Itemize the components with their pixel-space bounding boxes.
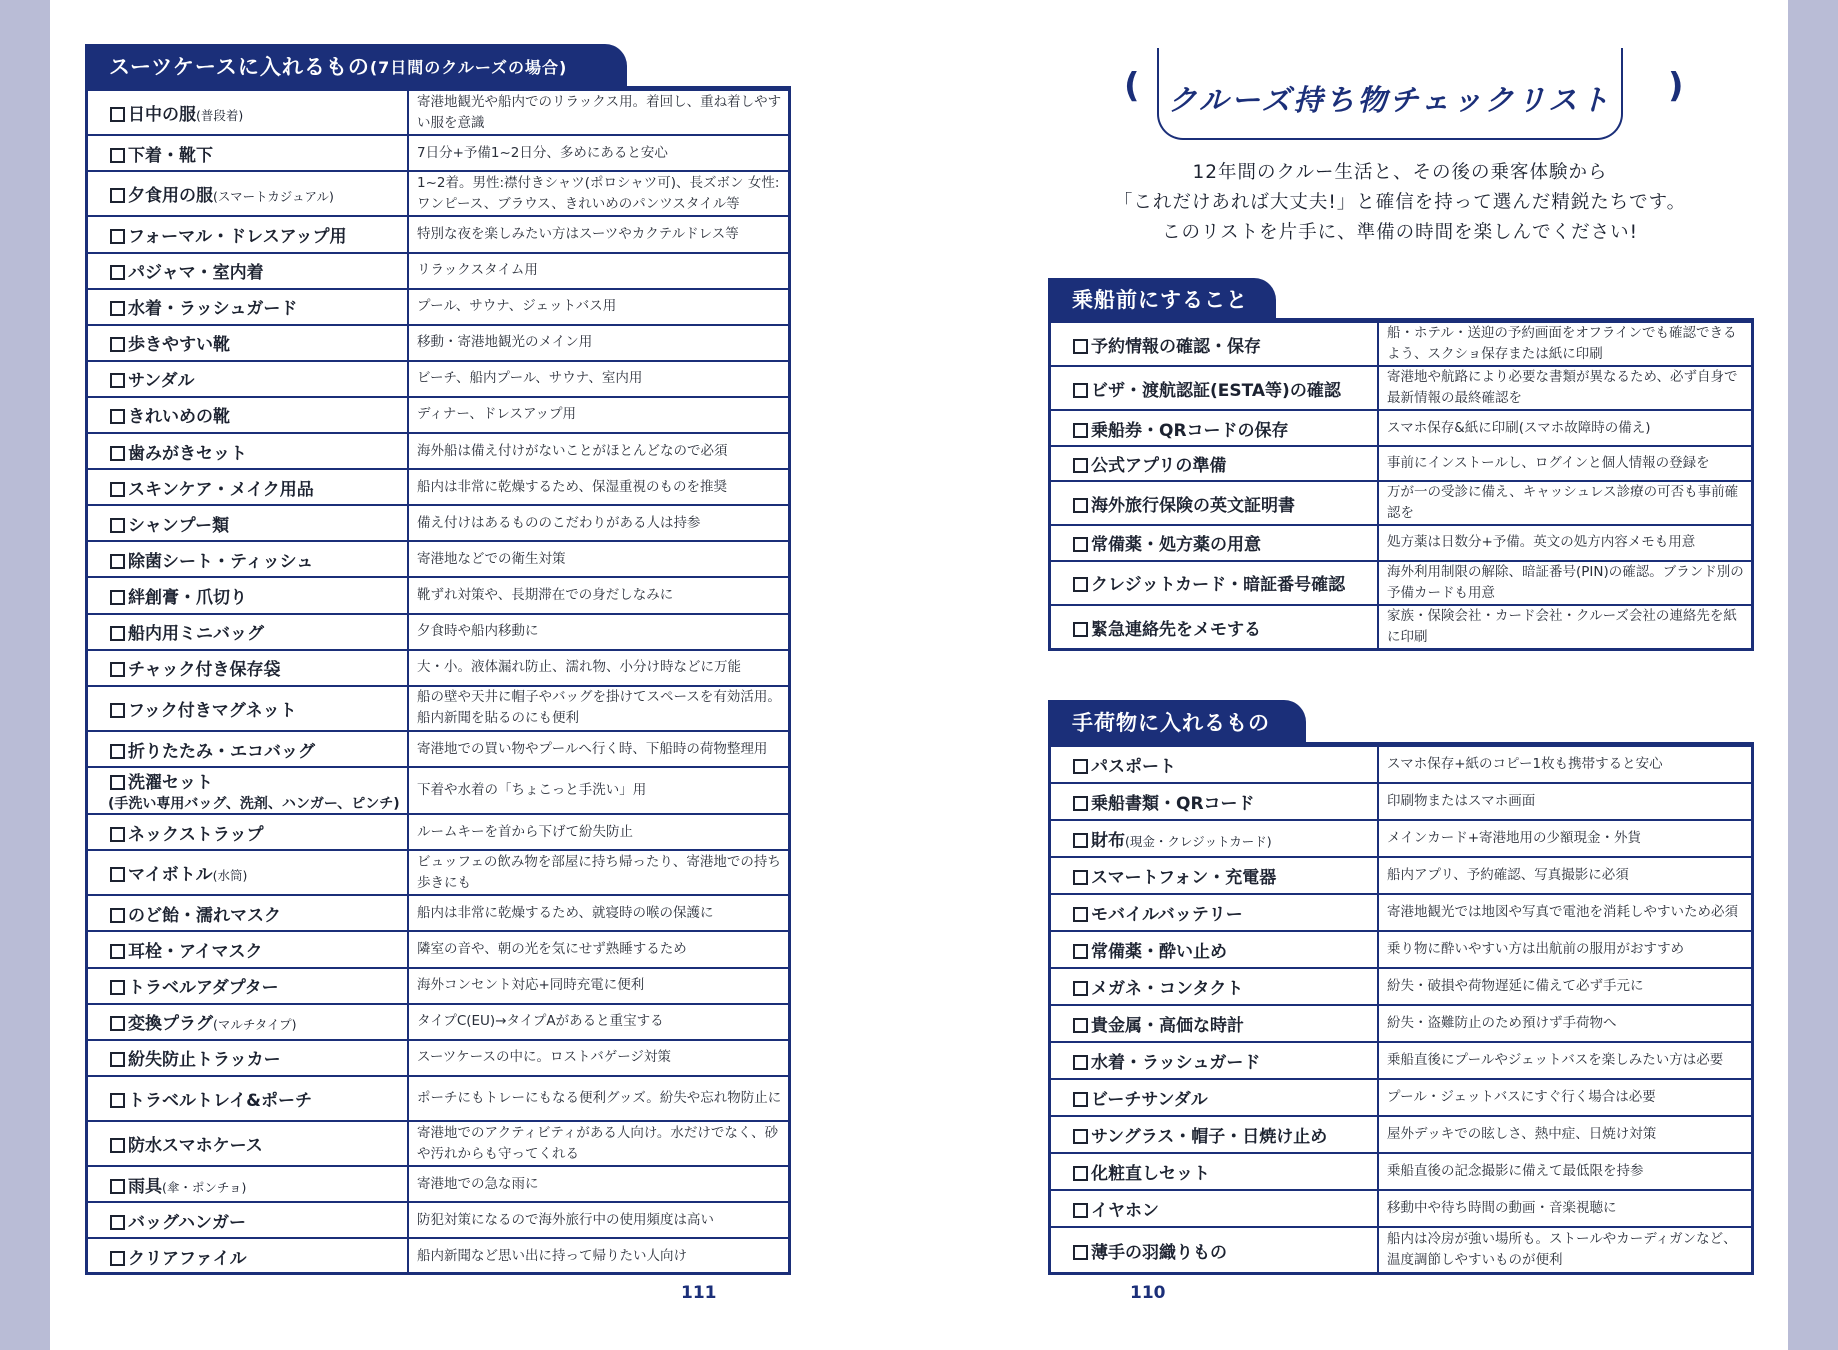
checklist-row (88, 650, 788, 686)
item-label: 紛失防止トラッカー (128, 1050, 281, 1071)
item-note: 寄港地や航路により必要な書類が異なるため、必ず自身で最新情報の最終確認を (1378, 366, 1751, 410)
item-note: 下着や水着の「ちょこっと手洗い」用 (408, 767, 788, 814)
checklist-row (1051, 481, 1751, 525)
checklist-item (88, 1166, 408, 1202)
checkbox[interactable] (110, 107, 125, 122)
checkbox[interactable] (110, 827, 125, 842)
item-label: ビーチサンダル (1091, 1089, 1208, 1110)
item-label: パスポート (1091, 756, 1176, 777)
item-note: 屋外デッキでの眩しさ、熱中症、日焼け対策 (1378, 1116, 1751, 1153)
before-section-header (1048, 278, 1276, 320)
item-label: 海外旅行保険の英文証明書 (1091, 495, 1295, 516)
item-note: 船内アプリ、予約確認、写真撮影に必須 (1378, 857, 1751, 894)
checklist-row (1051, 561, 1751, 605)
item-note: スマホ保存&紙に印刷(スマホ故障時の備え) (1378, 410, 1751, 445)
checkbox[interactable] (110, 703, 125, 718)
checkbox[interactable] (110, 265, 125, 280)
checklist-item (88, 767, 408, 814)
checklist-item (88, 135, 408, 171)
checklist-row (88, 253, 788, 289)
checklist-item (88, 90, 408, 135)
checkbox[interactable] (1073, 981, 1088, 996)
item-note: 寄港地観光では地図や写真で電池を消耗しやすいため必須 (1378, 894, 1751, 931)
item-label: 財布 (1091, 830, 1125, 851)
item-note: 靴ずれ対策や、長期滞在での身だしなみに (408, 577, 788, 613)
checkbox[interactable] (110, 446, 125, 461)
item-label: 化粧直しセット (1091, 1163, 1210, 1184)
item-label: フォーマル・ドレスアップ用 (128, 226, 347, 247)
item-note: 紛失・盗難防止のため預けず手荷物へ (1378, 1005, 1751, 1042)
before-title: 乗船前にすること (1072, 288, 1248, 312)
item-label: スマートフォン・充電器 (1091, 867, 1277, 888)
checkbox[interactable] (110, 1138, 125, 1153)
item-label: 水着・ラッシュガード (128, 299, 298, 320)
page-number-left: 111 (681, 1283, 717, 1303)
checklist-row (1051, 894, 1751, 931)
intro-line: 「これだけあれば大丈夫!」と確信を持って選んだ精鋭たちです。 (1113, 192, 1687, 213)
item-note: 乗り物に酔いやすい方は出航前の服用がおすすめ (1378, 931, 1751, 968)
checkbox[interactable] (110, 1179, 125, 1194)
checklist-item (1051, 1153, 1378, 1190)
checklist-row (88, 1121, 788, 1166)
item-note: 大・小。液体漏れ防止、濡れ物、小分け時などに万能 (408, 650, 788, 686)
item-label: 日中の服 (128, 105, 196, 126)
checklist-item (88, 577, 408, 613)
item-note: ビーチ、船内プール、サウナ、室内用 (408, 361, 788, 397)
checklist-row (88, 171, 788, 216)
intro-line: 12年間のクルー生活と、その後の乗客体験から (1192, 162, 1608, 183)
checklist-item (1051, 322, 1378, 366)
title-box (1157, 48, 1623, 140)
suitcase-subtitle: (7日間のクルーズの場合) (369, 57, 568, 77)
checkbox[interactable] (1073, 458, 1088, 473)
item-note: 印刷物またはスマホ画面 (1378, 783, 1751, 820)
checklist-item (1051, 410, 1378, 445)
item-label: 乗船券・QRコードの保存 (1091, 420, 1289, 441)
item-label: イヤホン (1091, 1200, 1159, 1221)
item-label: 夕食用の服 (128, 186, 213, 207)
checklist-row (88, 577, 788, 613)
checklist-row (88, 731, 788, 767)
checklist-item (1051, 820, 1378, 857)
item-label: 貴金属・高価な時計 (1091, 1015, 1244, 1036)
checkbox[interactable] (110, 373, 125, 388)
item-label: サンダル (128, 371, 195, 392)
item-note: スマホ保存+紙のコピー1枚も携帯すると安心 (1378, 746, 1751, 783)
carry-section-header (1048, 700, 1306, 744)
item-label: トラベルアダプター (128, 978, 279, 999)
checklist-row (1051, 746, 1751, 783)
item-note: タイプC(EU)→タイプAがあると重宝する (408, 1004, 788, 1040)
item-note: スーツケースの中に。ロストバゲージ対策 (408, 1040, 788, 1076)
checklist-item (88, 1238, 408, 1274)
item-label: トラベルトレイ&ポーチ (128, 1090, 312, 1111)
item-note: 船内は非常に乾燥するため、保湿重視のものを推奨 (408, 469, 788, 505)
item-label: きれいめの靴 (128, 407, 230, 428)
checklist-item (1051, 783, 1378, 820)
item-note: 防犯対策になるので海外旅行中の使用頻度は高い (408, 1202, 788, 1238)
page-edge-right (1788, 0, 1838, 1350)
checklist-item (1051, 746, 1378, 783)
checklist-item (1051, 1190, 1378, 1227)
checklist-item (1051, 1227, 1378, 1273)
checkbox[interactable] (1073, 498, 1088, 513)
checklist-row (88, 469, 788, 505)
item-note: 船の壁や天井に帽子やバッグを掛けてスペースを有効活用。船内新聞を貼るのにも便利 (408, 686, 788, 731)
item-label: サングラス・帽子・日焼け止め (1091, 1126, 1328, 1147)
carry-table (1048, 742, 1754, 1275)
item-label: 薄手の羽織りもの (1091, 1242, 1227, 1263)
item-note: メインカード+寄港地用の少額現金・外貨 (1378, 820, 1751, 857)
item-note: 処方薬は日数分+予備。英文の処方内容メモも用意 (1378, 525, 1751, 560)
checklist-item (88, 505, 408, 541)
checklist-row (88, 1040, 788, 1076)
item-label: 折りたたみ・エコバッグ (128, 741, 315, 762)
checkbox[interactable] (1073, 1018, 1088, 1033)
item-label: 歯みがきセット (128, 443, 247, 464)
checklist-row (88, 1238, 788, 1274)
checklist-item (88, 931, 408, 967)
checklist-item (88, 289, 408, 325)
checklist-row (88, 968, 788, 1004)
checklist-row (1051, 1190, 1751, 1227)
item-label: 洗濯セット (128, 773, 213, 794)
item-sublabel: (マルチタイプ) (213, 1017, 297, 1033)
checklist-row (88, 1076, 788, 1121)
item-label: ビザ・渡航認証(ESTA等)の確認 (1091, 380, 1341, 401)
checkbox[interactable] (110, 518, 125, 533)
checkbox[interactable] (110, 1052, 125, 1067)
checkbox[interactable] (1073, 339, 1088, 354)
checklist-item (88, 731, 408, 767)
checkbox[interactable] (110, 1251, 125, 1266)
checklist-item (1051, 446, 1378, 481)
checklist-item (88, 1121, 408, 1166)
item-label: 公式アプリの準備 (1091, 455, 1227, 476)
item-sublabel: (スマートカジュアル) (213, 189, 334, 205)
checklist-row (88, 90, 788, 135)
item-label: 常備薬・処方薬の用意 (1091, 535, 1261, 556)
item-note: 隣室の音や、朝の光を気にせず熟睡するため (408, 931, 788, 967)
checklist-row (1051, 857, 1751, 894)
checklist-item (1051, 894, 1378, 931)
item-label: 絆創膏・爪切り (128, 588, 247, 609)
checklist-row (88, 1004, 788, 1040)
item-label: パジャマ・室内着 (128, 263, 264, 284)
item-label: モバイルバッテリー (1091, 904, 1243, 925)
checkbox[interactable] (1073, 577, 1088, 592)
carry-title: 手荷物に入れるもの (1072, 711, 1270, 735)
item-note: 家族・保険会社・カード会社・クルーズ会社の連絡先を紙に印刷 (1378, 605, 1751, 649)
item-sublabel: (普段着) (196, 108, 244, 124)
checkbox[interactable] (110, 908, 125, 923)
item-note: プール・ジェットバスにすぐ行く場合は必要 (1378, 1079, 1751, 1116)
checkbox[interactable] (1073, 1092, 1088, 1107)
item-note: 紛失・破損や荷物遅延に備えて必ず手元に (1378, 968, 1751, 1005)
checklist-row (1051, 525, 1751, 560)
checkbox[interactable] (110, 337, 125, 352)
checkbox[interactable] (1073, 1129, 1088, 1144)
item-note: 寄港地などでの衛生対策 (408, 541, 788, 577)
item-note: 寄港地でのアクティビティがある人向け。水だけでなく、砂や汚れからも守ってくれる (408, 1121, 788, 1166)
item-label: 歩きやすい靴 (128, 335, 230, 356)
checkbox[interactable] (1073, 537, 1088, 552)
item-label: 雨具 (128, 1176, 162, 1197)
item-label: 防水スマホケース (128, 1136, 263, 1157)
item-note: 事前にインストールし、ログインと個人情報の登録を (1378, 446, 1751, 481)
item-note: ポーチにもトレーにもなる便利グッズ。紛失や忘れ物防止に (408, 1076, 788, 1121)
checkbox[interactable] (1073, 870, 1088, 885)
checkbox[interactable] (1073, 759, 1088, 774)
checklist-row (1051, 1042, 1751, 1079)
item-label: 除菌シート・ティッシュ (128, 551, 314, 572)
checklist-item (88, 1040, 408, 1076)
checklist-row (1051, 605, 1751, 649)
checkbox[interactable] (1073, 907, 1088, 922)
checklist-row (88, 931, 788, 967)
checklist-item (88, 968, 408, 1004)
checklist-item (88, 650, 408, 686)
item-note: ディナー、ドレスアップ用 (408, 397, 788, 433)
suitcase-table (85, 86, 791, 1275)
checkbox[interactable] (1073, 1166, 1088, 1181)
checkbox[interactable] (1073, 622, 1088, 637)
checklist-row (88, 397, 788, 433)
item-note: 寄港地での急な雨に (408, 1166, 788, 1202)
checkbox[interactable] (110, 944, 125, 959)
suitcase-title: スーツケースに入れるもの (109, 55, 370, 79)
page-number-right: 110 (1130, 1283, 1166, 1303)
item-label: 常備薬・酔い止め (1091, 941, 1227, 962)
item-label: 船内用ミニバッグ (128, 624, 264, 645)
item-label: 予約情報の確認・保存 (1091, 336, 1261, 357)
checklist-row (1051, 1153, 1751, 1190)
checklist-row (1051, 1227, 1751, 1273)
checklist-row (88, 433, 788, 469)
checklist-row (1051, 366, 1751, 410)
checklist-item (1051, 1005, 1378, 1042)
title-paren-right: ) (1668, 66, 1684, 106)
item-note: 特別な夜を楽しみたい方はスーツやカクテルドレス等 (408, 216, 788, 252)
item-note: 船内新聞など思い出に持って帰りたい人向け (408, 1238, 788, 1274)
checklist-row (88, 135, 788, 171)
checkbox[interactable] (110, 148, 125, 163)
checklist-item (88, 171, 408, 216)
checklist-item (88, 361, 408, 397)
item-note: 移動・寄港地観光のメイン用 (408, 325, 788, 361)
item-label: フック付きマグネット (128, 700, 297, 721)
checkbox[interactable] (110, 867, 125, 882)
checkbox[interactable] (110, 409, 125, 424)
item-note: 船内は冷房が強い場所も。ストールやカーディガンなど、温度調節しやすいものが便利 (1378, 1227, 1751, 1273)
item-label: クリアファイル (128, 1249, 247, 1270)
checklist-item (1051, 857, 1378, 894)
checklist-row (88, 216, 788, 252)
checkbox[interactable] (1073, 383, 1088, 398)
item-note: 乗船直後の記念撮影に備えて最低限を持参 (1378, 1153, 1751, 1190)
checkbox[interactable] (110, 482, 125, 497)
checklist-item (1051, 561, 1378, 605)
checklist-row (88, 686, 788, 731)
checklist-item (88, 895, 408, 931)
checklist-item (88, 253, 408, 289)
page-edge-left (0, 0, 50, 1350)
item-detail: (手洗い専用バッグ、洗剤、ハンガー、ピンチ) (108, 796, 400, 813)
title-paren-left: ( (1124, 66, 1140, 106)
checklist-row (1051, 1079, 1751, 1116)
item-note: 乗船直後にプールやジェットバスを楽しみたい方は必要 (1378, 1042, 1751, 1079)
checklist-row (88, 289, 788, 325)
item-label: 緊急連絡先をメモする (1091, 619, 1261, 640)
checkbox[interactable] (110, 626, 125, 641)
checkbox[interactable] (110, 1093, 125, 1108)
checkbox[interactable] (110, 744, 125, 759)
item-sublabel: (水筒) (212, 868, 248, 884)
checklist-item (88, 541, 408, 577)
item-label: ネックストラップ (128, 824, 264, 845)
item-sublabel: (傘・ポンチョ) (162, 1179, 247, 1195)
checklist-row (88, 1202, 788, 1238)
checklist-row (1051, 322, 1751, 366)
item-label: 乗船書類・QRコード (1091, 793, 1255, 814)
checklist-item (88, 469, 408, 505)
checklist-item (88, 433, 408, 469)
checklist-item (88, 1004, 408, 1040)
checklist-row (88, 850, 788, 895)
checklist-item (88, 850, 408, 895)
checklist-row (1051, 446, 1751, 481)
item-label: のど飴・濡れマスク (128, 905, 281, 926)
item-note: プール、サウナ、ジェットバス用 (408, 289, 788, 325)
item-note: 海外船は備え付けがないことがほとんどなので必須 (408, 433, 788, 469)
item-label: スキンケア・メイク用品 (128, 479, 314, 500)
checklist-row (1051, 410, 1751, 445)
checkbox[interactable] (1073, 833, 1088, 848)
checklist-row (88, 361, 788, 397)
checklist-item (88, 325, 408, 361)
checkbox[interactable] (1073, 1055, 1088, 1070)
checkbox[interactable] (1073, 944, 1088, 959)
item-note: 海外コンセント対応+同時充電に便利 (408, 968, 788, 1004)
checkbox[interactable] (110, 662, 125, 677)
checkbox[interactable] (110, 590, 125, 605)
checklist-item (1051, 968, 1378, 1005)
checklist-item (1051, 1042, 1378, 1079)
item-note: 万が一の受診に備え、キャッシュレス診療の可否も事前確認を (1378, 481, 1751, 525)
checkbox[interactable] (110, 229, 125, 244)
checkbox[interactable] (110, 1016, 125, 1031)
item-note: 移動中や待ち時間の動画・音楽視聴に (1378, 1190, 1751, 1227)
checklist-item (88, 1202, 408, 1238)
checklist-row (1051, 783, 1751, 820)
checklist-row (88, 505, 788, 541)
intro-text (1090, 158, 1710, 248)
item-label: シャンプー類 (128, 515, 230, 536)
checkbox[interactable] (1073, 423, 1088, 438)
page-title: クルーズ持ち物チェックリスト (1167, 83, 1613, 117)
checkbox[interactable] (110, 775, 125, 790)
checkbox[interactable] (110, 980, 125, 995)
checklist-item (1051, 1116, 1378, 1153)
item-note: 寄港地観光や船内でのリラックス用。着回し、重ね着しやすい服を意識 (408, 90, 788, 135)
item-note: 備え付けはあるもののこだわりがある人は持参 (408, 505, 788, 541)
item-label: 下着・靴下 (128, 145, 213, 166)
checklist-item (88, 814, 408, 850)
checklist-row (1051, 968, 1751, 1005)
before-table (1048, 318, 1754, 651)
item-note: 海外利用制限の解除、暗証番号(PIN)の確認。ブランド別の予備カードも用意 (1378, 561, 1751, 605)
item-note: ビュッフェの飲み物を部屋に持ち帰ったり、寄港地での持ち歩きにも (408, 850, 788, 895)
checklist-item (1051, 605, 1378, 649)
checklist-item (88, 686, 408, 731)
item-note: リラックスタイム用 (408, 253, 788, 289)
checklist-item (1051, 525, 1378, 560)
item-label: クレジットカード・暗証番号確認 (1091, 575, 1346, 596)
item-note: 寄港地での買い物やプールへ行く時、下船時の荷物整理用 (408, 731, 788, 767)
item-label: チャック付き保存袋 (128, 660, 281, 681)
checklist-row (88, 541, 788, 577)
checkbox[interactable] (110, 554, 125, 569)
item-note: 船・ホテル・送迎の予約画面をオフラインでも確認できるよう、スクショ保存または紙に印刷 (1378, 322, 1751, 366)
item-note: 1~2着。男性:襟付きシャツ(ポロシャツ可)、長ズボン 女性:ワンピース、ブラウス、きれいめのパンツスタイル等 (408, 171, 788, 216)
checklist-row (88, 814, 788, 850)
checklist-row (88, 1166, 788, 1202)
checkbox[interactable] (1073, 1203, 1088, 1218)
checklist-row (88, 895, 788, 931)
item-note: 夕食時や船内移動に (408, 614, 788, 650)
checklist-row (1051, 1005, 1751, 1042)
item-note: 船内は非常に乾燥するため、就寝時の喉の保護に (408, 895, 788, 931)
checklist-item (88, 1076, 408, 1121)
item-label: 水着・ラッシュガード (1091, 1052, 1261, 1073)
item-label: マイボトル (128, 865, 213, 886)
checklist-row (1051, 820, 1751, 857)
checklist-item (1051, 366, 1378, 410)
checklist-item (1051, 1079, 1378, 1116)
checklist-item (88, 216, 408, 252)
item-label: 耳栓・アイマスク (128, 941, 263, 962)
checklist-item (1051, 481, 1378, 525)
intro-line: このリストを片手に、準備の時間を楽しんでください! (1161, 222, 1639, 243)
checkbox[interactable] (1073, 796, 1088, 811)
checkbox[interactable] (110, 301, 125, 316)
checklist-row (88, 325, 788, 361)
checklist-row (1051, 931, 1751, 968)
item-label: 変換プラグ (128, 1014, 213, 1035)
checklist-item (88, 397, 408, 433)
checklist-item (88, 614, 408, 650)
checklist-row (88, 767, 788, 814)
checkbox[interactable] (110, 1215, 125, 1230)
item-label: バッグハンガー (128, 1212, 246, 1233)
suitcase-section-header (85, 44, 627, 88)
checkbox[interactable] (1073, 1245, 1088, 1260)
checklist-row (1051, 1116, 1751, 1153)
item-label: メガネ・コンタクト (1091, 978, 1244, 999)
item-note: ルームキーを首から下げて紛失防止 (408, 814, 788, 850)
checkbox[interactable] (110, 188, 125, 203)
checklist-row (88, 614, 788, 650)
item-note: 7日分+予備1~2日分、多めにあると安心 (408, 135, 788, 171)
item-sublabel: (現金・クレジットカード) (1125, 833, 1272, 849)
checklist-item (1051, 931, 1378, 968)
